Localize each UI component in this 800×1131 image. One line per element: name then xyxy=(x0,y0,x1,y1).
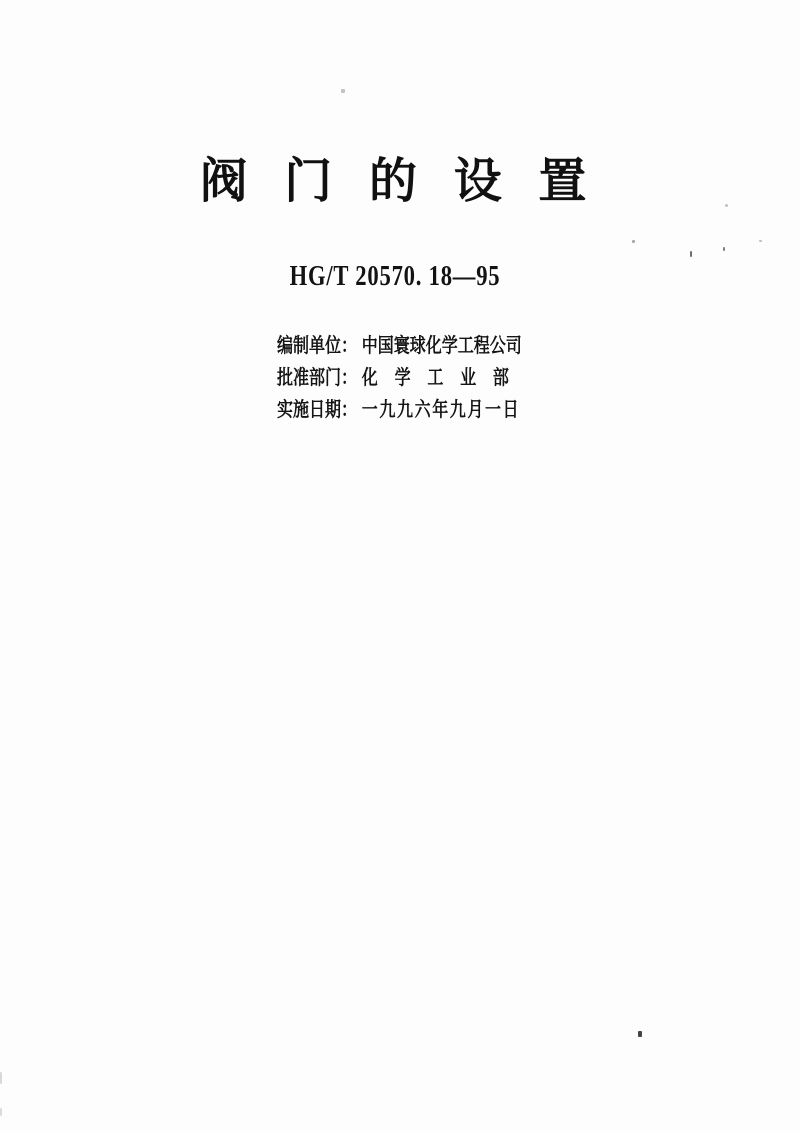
document-title: 阀 门 的 设 置 xyxy=(199,153,587,209)
scan-speck xyxy=(759,240,762,242)
info-row-implementation-date xyxy=(277,391,533,423)
field-value-compiling-unit: 中国寰球化学工程公司 xyxy=(361,332,522,357)
field-label-approving-department: 批准部门： xyxy=(277,364,357,389)
scan-speck xyxy=(723,247,725,251)
field-label-compiling-unit: 编制单位： xyxy=(277,332,357,357)
scan-speck xyxy=(725,204,728,207)
scan-speck xyxy=(341,89,345,93)
field-value-approving-department: 化 学 工 业 部 xyxy=(361,364,509,389)
scan-speck xyxy=(638,1031,642,1037)
field-label-implementation-date: 实施日期： xyxy=(277,396,357,421)
field-value-implementation-date: 一九九六年九月一日 xyxy=(361,396,521,421)
scan-speck xyxy=(632,240,635,243)
scan-speck xyxy=(0,1108,2,1116)
info-row-approving-department xyxy=(277,359,533,391)
scan-speck xyxy=(690,251,692,257)
scan-speck xyxy=(0,1072,2,1084)
info-row-compiling-unit xyxy=(277,327,533,359)
info-block xyxy=(277,327,533,423)
standard-number: HG/T 20570. 18—95 xyxy=(289,260,501,292)
